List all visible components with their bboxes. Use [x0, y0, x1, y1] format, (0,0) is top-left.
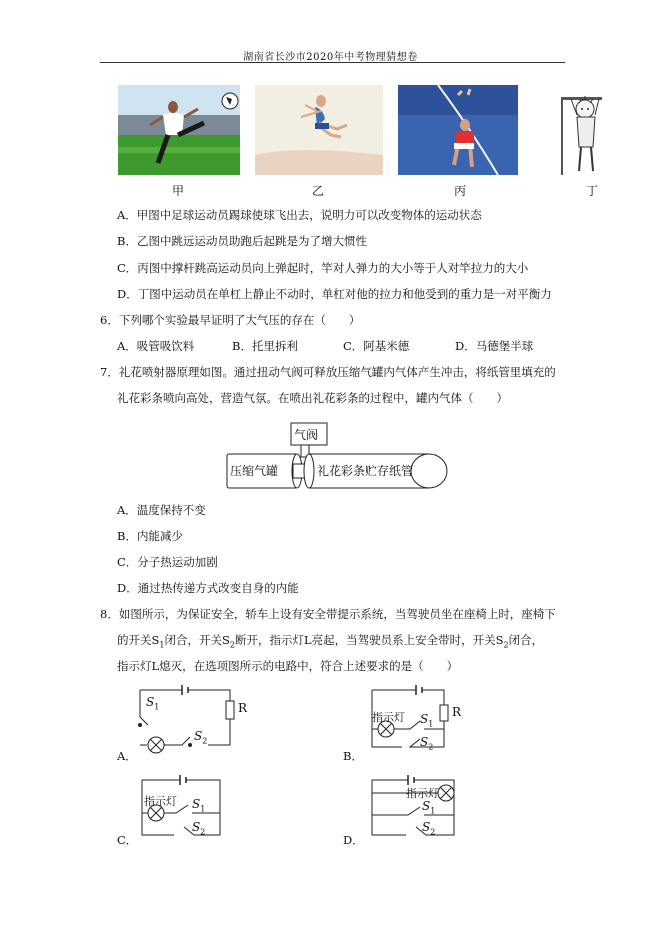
- q7-option-a: A．温度保持不变: [117, 503, 206, 517]
- circuit-d-s2-label: $S_2$: [422, 820, 436, 837]
- circuit-d-lamp-label: 指示灯: [406, 787, 439, 800]
- q5-option-a: A．甲图中足球运动员踢球使球飞出去，说明力可以改变物体的运动状态: [117, 208, 482, 222]
- q8-stem-line3: 指示灯L熄灭，在选项图所示的电路中，符合上述要求的是（ ）: [117, 659, 459, 673]
- q8-stem-line1: 8．如图所示，为保证安全，轿车上设有安全带提示系统，当驾驶员坐在座椅上时，座椅下: [100, 607, 556, 621]
- circuit-a-label: A．: [117, 749, 137, 763]
- circuit-d: [368, 775, 463, 840]
- circuit-d-s1-label: $S_1$: [422, 799, 436, 816]
- q6-option-d: D．马德堡半球: [455, 339, 534, 353]
- q6-option-a: A．吸管吸饮料: [117, 339, 195, 353]
- tank-label: 压缩气罐: [230, 464, 279, 478]
- confetti-launcher-diagram: [225, 420, 455, 494]
- sub-2: 2: [229, 640, 235, 650]
- circuit-c-lamp-label: 指示灯: [144, 795, 177, 808]
- caption-jia: 甲: [171, 184, 184, 198]
- q8-text-part: 的开关S: [117, 633, 160, 647]
- q7-option-d: D．通过热传递方式改变自身的内能: [117, 581, 299, 595]
- q5-option-b: B．乙图中跳远运动员助跑后起跳是为了增大惯性: [117, 234, 367, 248]
- sub-2: 2: [503, 640, 509, 650]
- q7-stem-line1: 7．礼花喷射器原理如图。通过扭动气阀可释放压缩气罐内气体产生冲击，将纸管里填充的: [100, 365, 556, 379]
- circuit-a-r-label: R: [238, 701, 248, 715]
- q6-option-b: B．托里拆利: [232, 339, 298, 353]
- circuit-c-label: C．: [117, 833, 138, 847]
- circuit-d-label: D．: [343, 833, 364, 847]
- q7-option-c: C．分子热运动加剧: [117, 555, 218, 569]
- circuit-b: [362, 685, 467, 755]
- circuit-a-s1-label: $S_1$: [146, 695, 160, 712]
- q5-option-c: C．丙图中撑杆跳高运动员向上弹起时，竿对人弹力的大小等于人对竿拉力的大小: [117, 261, 529, 275]
- q8-text-part: 闭合，开关S: [164, 633, 230, 647]
- circuit-c: [138, 775, 228, 840]
- soccer-photo: [118, 85, 240, 175]
- circuit-a-s2-label: $S_2$: [194, 729, 208, 746]
- q7-option-b: B．内能减少: [117, 529, 183, 543]
- header-rule: [100, 62, 565, 63]
- circuit-b-s2-label: $S_2$: [420, 735, 434, 752]
- q8-stem-line2: [117, 632, 543, 649]
- q8-text-part: 断开，指示灯L亮起，当驾驶员系上安全带时，开关S: [234, 633, 504, 647]
- q5-option-d: D．丁图中运动员在单杠上静止不动时，单杠对他的拉力和他受到的重力是一对平衡力: [117, 287, 552, 301]
- q8-text-part: 闭合，: [508, 633, 544, 647]
- caption-ding: 丁: [585, 184, 598, 198]
- page-header: 湖南省长沙市2020年中考物理猜想卷: [243, 52, 418, 63]
- circuit-b-s1-label: $S_1$: [420, 712, 434, 729]
- horizontal-bar-cartoon: [557, 85, 602, 175]
- circuit-b-label: B．: [343, 749, 363, 763]
- circuit-c-s1-label: $S_1$: [192, 797, 206, 814]
- pole-vault-photo: [398, 85, 518, 175]
- q6-stem: 6．下列哪个实验最早证明了大气压的存在（ ）: [100, 313, 361, 327]
- q7-stem-line2: 礼花彩条喷向高处，营造气氛。在喷出礼花彩条的过程中，罐内气体（ ）: [117, 391, 508, 405]
- tube-label: 礼花彩条贮存纸管: [317, 464, 414, 478]
- caption-yi: 乙: [311, 184, 324, 198]
- circuit-c-s2-label: $S_2$: [192, 820, 206, 837]
- circuit-a: [130, 685, 248, 755]
- circuit-b-r-label: R: [452, 705, 462, 719]
- caption-bing: 丙: [453, 184, 466, 198]
- sub-1: 1: [159, 640, 165, 650]
- circuit-b-lamp-label: 指示灯: [372, 711, 405, 724]
- valve-label: 气阀: [294, 428, 319, 442]
- long-jump-sketch: [255, 85, 383, 175]
- q6-option-c: C．阿基米德: [343, 339, 410, 353]
